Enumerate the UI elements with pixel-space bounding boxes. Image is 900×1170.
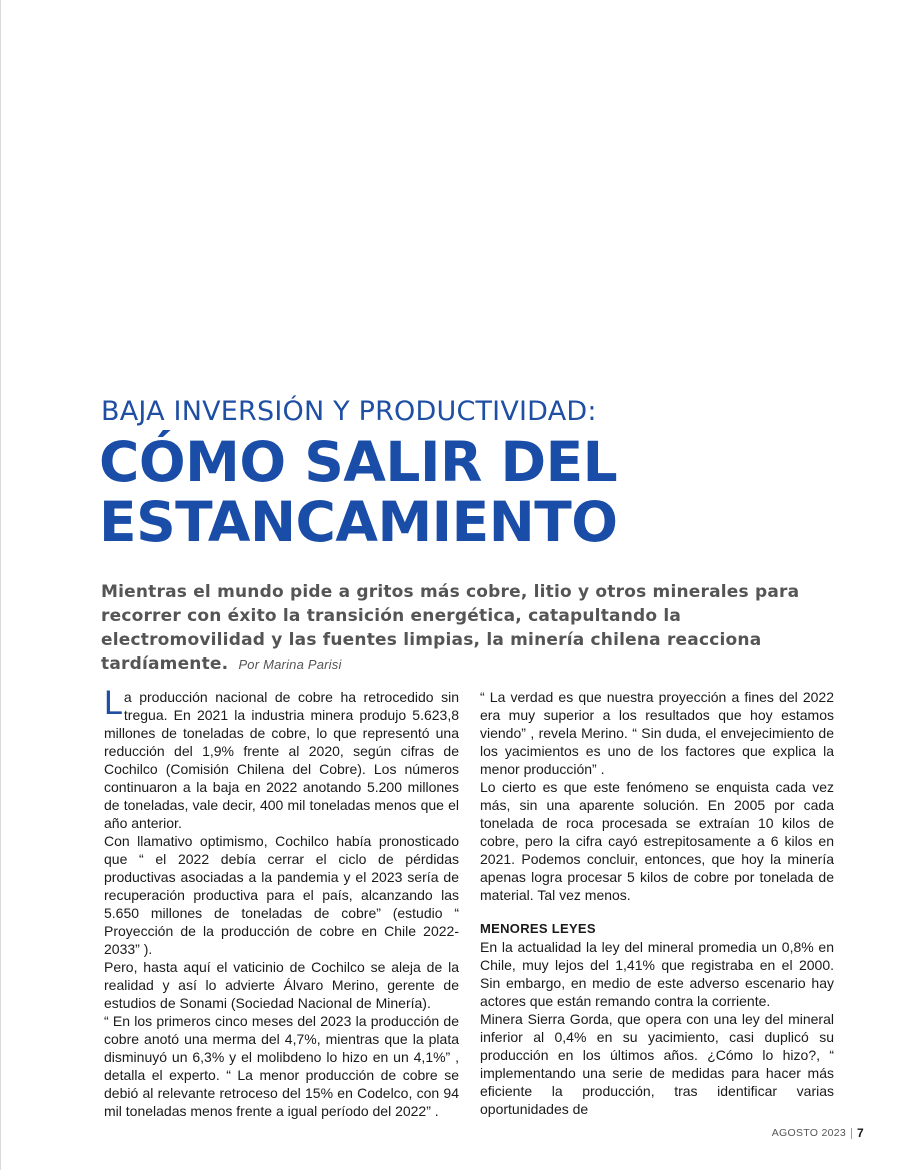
page-edge [0,0,1,1170]
body-paragraph: Con llamativo optimismo, Cochilco había pronosticado que “ el 2022 debía cerrar el ciclo de pérdidas productivas asociadas a la pandemia y el 2023 sería de recuperación productiva para el país, alcanzando las 5.650 millones de toneladas de cobre” (estudio “ Proyección de la producción de cobre en Chile 2022-2033” ). [104,833,459,957]
headline-line-1: CÓMO SALIR DEL [99,430,618,494]
drop-cap: L [104,684,123,722]
section-subhead: MENORES LEYES [480,921,596,936]
article-headline [99,432,618,552]
article-lead [101,580,841,677]
lead-text: Mientras el mundo pide a gritos más cobre, litio y otros minerales para recorrer con éxito la transición energética, catapultando la electromovilidad y las fuentes limpias, la minería chilena reacciona tardíamente. [101,582,800,674]
body-paragraph: En la actualidad la ley del mineral promedia un 0,8% en Chile, muy lejos del 1,41% que registraba en el 2000. Sin embargo, en medio de este adverso escenario hay actores que están remando contra la corriente. [480,939,834,1009]
issue-label: AGOSTO 2023 [771,1127,847,1139]
body-paragraph [104,684,459,832]
body-paragraph: “ En los primeros cinco meses del 2023 la producción de cobre anotó una merma del 4,7%, mientras que la plata disminuyó un 6,3% y el molibdeno lo hizo en un 4,1%” , detalla el experto. “ La menor producción de cobre se debió al relevante retroceso del 15% en Codelco, con 94 mil toneladas menos frente a igual período del 2022” . [104,1013,459,1119]
byline: Por Marina Parisi [238,657,342,672]
left-column [104,684,459,1120]
paragraph-text: a producción nacional de cobre ha retrocedido sin tregua. En 2021 la industria minera produjo 5.623,8 millones de toneladas de cobre, lo que representó una reducción del 1,9% frente al 2020, según cifras de Cochilco (Comisión Chilena del Cobre). Los números continuaron a la baja en 2022 anotando 5.200 millones de toneladas, vale decir, 400 mil toneladas menos que el año anterior. [104,689,459,831]
page-number: 7 [857,1126,864,1140]
headline-line-2: ESTANCAMIENTO [99,490,618,554]
body-paragraph: Lo cierto es que este fenómeno se enquista cada vez más, sin una aparente solución. En 2005 por cada tonelada de roca procesada se extraían 10 kilos de cobre, pero la cifra cayó estrepitosamente a 6 kilos en 2021. Podemos concluir, entonces, que hoy la minería apenas logra procesar 5 kilos de cobre por tonelada de material. Tal vez menos. [480,779,834,903]
body-paragraph: Minera Sierra Gorda, que opera con una ley del mineral inferior al 0,4% en su yacimiento, casi duplicó su producción en los últimos años. ¿Cómo lo hizo?, “ implementando una serie de medidas para hacer más eficiente la producción, tras identificar varias oportunidades de [480,1011,834,1117]
page-footer [772,1126,864,1140]
article-kicker: BAJA INVERSIÓN Y PRODUCTIVIDAD: [101,396,597,427]
footer-divider [851,1128,852,1139]
body-paragraph: Pero, hasta aquí el vaticinio de Cochilco se aleja de la realidad y así lo advierte Álvaro Merino, gerente de estudios de Sonami (Sociedad Nacional de Minería). [104,959,459,1011]
body-paragraph: “ La verdad es que nuestra proyección a fines del 2022 era muy superior a los resultados que hoy estamos viendo” , revela Merino. “ Sin duda, el envejecimiento de los yacimientos es uno de los factores que explica la menor producción” . [480,689,834,777]
right-column [480,688,834,1118]
